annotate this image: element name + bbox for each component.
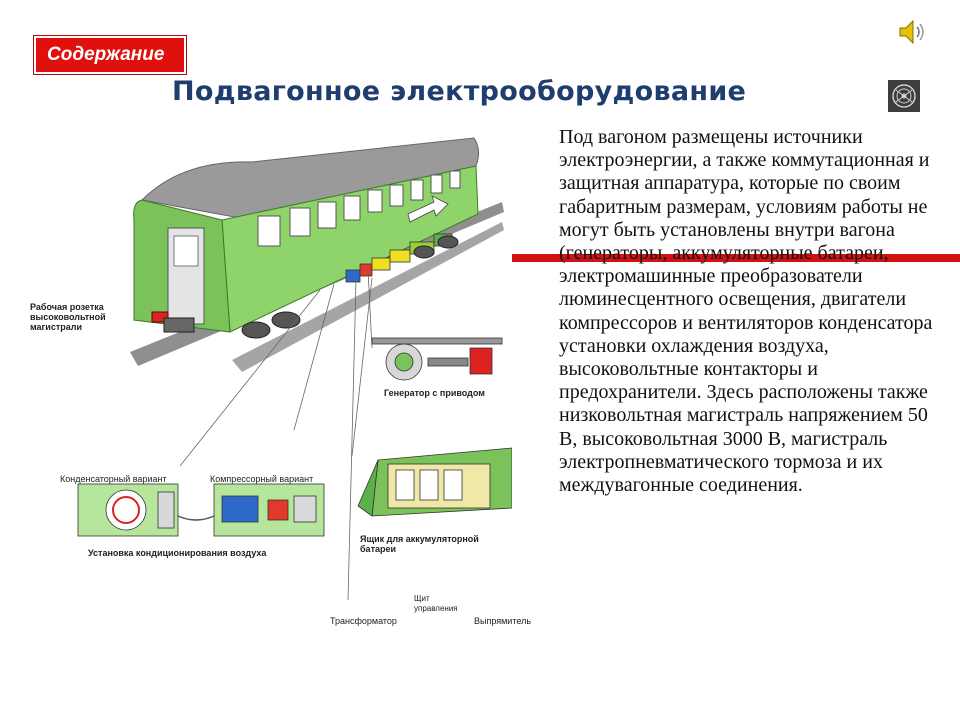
compressor-label: Компрессорный вариант — [210, 474, 314, 484]
film-reel-icon[interactable] — [888, 80, 920, 112]
battery-box — [358, 448, 512, 516]
body-text: Под вагоном размещены источники электроэнергии, а также коммутационная и защитная аппаратура, которые по своим габаритным размерам, условиям работы не могут быть установлены внутри вагона (генераторы, аккумуляторные батареи, электромашинные преобразователи люминесцентного освещения, двигатели компрессоров и вентиляторов конденсатора установки охлаждения воздуха, высоковольтные контакторы и предохранители. Здесь расположены также низковольтная магистраль напряжением 50 В, высоковольтная 3000 В, магистраль электропневматического тормоза и их междувагонные соединения. — [559, 126, 933, 497]
rectifier-label: Выпрямитель — [474, 616, 532, 626]
condenser-unit — [78, 484, 178, 536]
speaker-icon[interactable] — [896, 16, 928, 48]
compressor-unit — [214, 484, 324, 536]
socket-label: Рабочая розетка высоковольтной магистрали — [30, 302, 106, 332]
generator-drive — [372, 338, 502, 380]
page-title: Подвагонное электрооборудование — [172, 76, 747, 107]
underframe-diagram — [30, 130, 512, 600]
ac-unit-label: Установка кондиционирования воздуха — [88, 548, 267, 558]
transformer-label: Трансформатор — [330, 616, 397, 626]
condenser-label: Конденсаторный вариант — [60, 474, 167, 484]
contents-button[interactable]: Содержание — [34, 36, 186, 74]
battery-label: Ящик для аккумуляторной батареи — [360, 534, 479, 554]
panel-label: Щит управления — [414, 594, 458, 613]
generator-label: Генератор с приводом — [384, 388, 485, 398]
